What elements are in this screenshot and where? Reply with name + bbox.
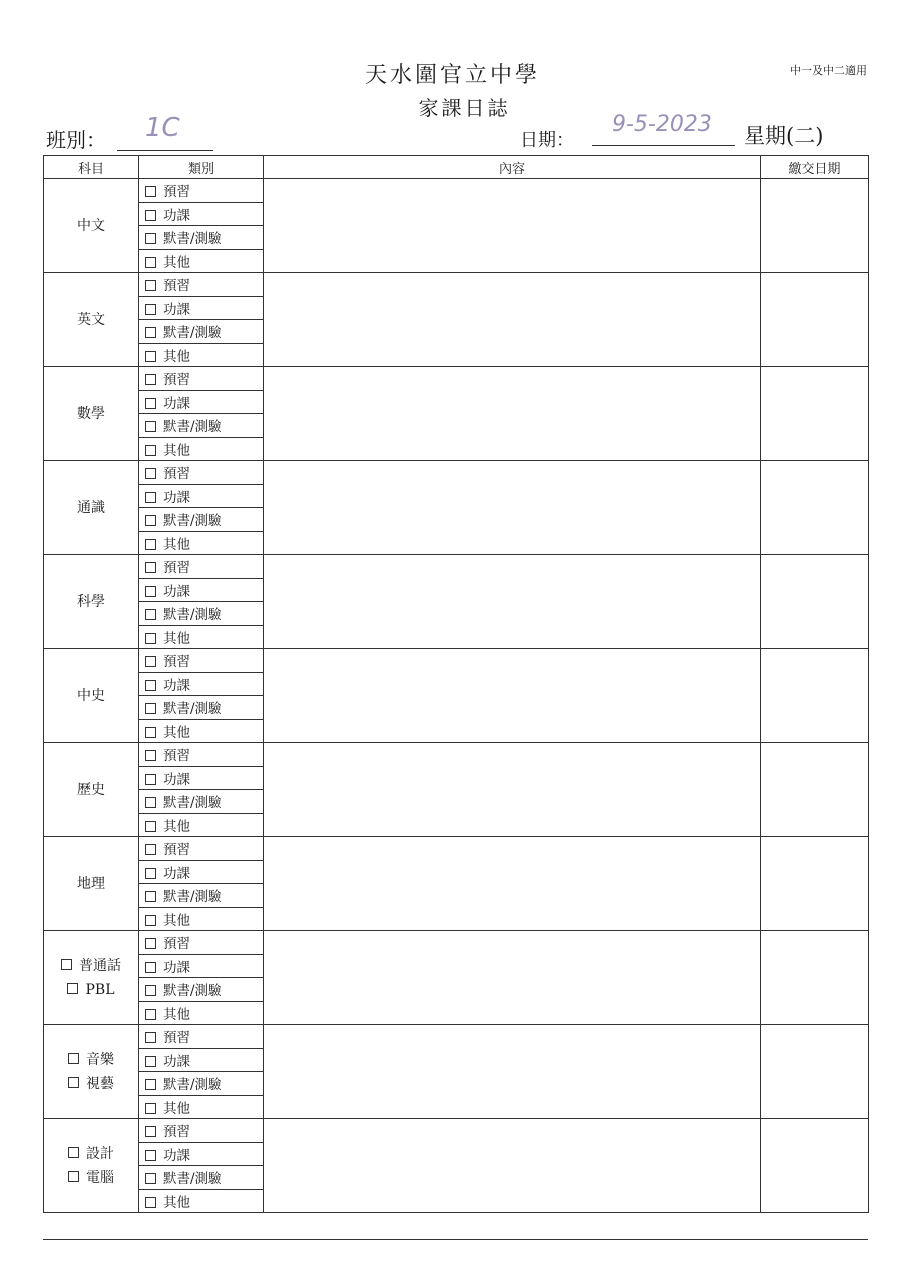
- content-cell[interactable]: [264, 555, 761, 649]
- category-label: 默書/測驗: [163, 889, 222, 906]
- category-label: 功課: [163, 583, 190, 600]
- category-label: 功課: [163, 207, 190, 224]
- subject-cell: [44, 179, 139, 273]
- subject-line: [44, 308, 138, 332]
- due-date-cell[interactable]: [761, 743, 869, 837]
- category-label: 預習: [163, 842, 190, 859]
- table-row: [44, 649, 869, 673]
- category-label: 功課: [163, 1147, 190, 1164]
- due-date-cell[interactable]: [761, 1119, 869, 1213]
- category-label: 預習: [163, 654, 190, 671]
- subject-line: [44, 954, 138, 978]
- checkbox-icon[interactable]: [145, 492, 156, 503]
- subject-label: 中文: [77, 217, 105, 234]
- checkbox-icon[interactable]: [145, 257, 156, 268]
- category-label: 默書/測驗: [163, 701, 222, 718]
- category-label: 默書/測驗: [163, 607, 222, 624]
- checkbox-icon[interactable]: [145, 1056, 156, 1067]
- table-row: [44, 1119, 869, 1143]
- checkbox-icon[interactable]: [145, 1079, 156, 1090]
- due-date-cell[interactable]: [761, 555, 869, 649]
- checkbox-icon[interactable]: [145, 868, 156, 879]
- homework-table: [43, 155, 869, 1213]
- subject-cell[interactable]: [44, 931, 139, 1025]
- subject-label: 普通話: [79, 957, 121, 974]
- category-label: 默書/測驗: [163, 231, 222, 248]
- content-cell[interactable]: [264, 273, 761, 367]
- category-label: 其他: [163, 1100, 190, 1117]
- category-label: 預習: [163, 1124, 190, 1141]
- category-cell[interactable]: [139, 508, 264, 532]
- checkbox-icon[interactable]: [145, 304, 156, 315]
- table-row: [44, 179, 869, 203]
- checkbox-icon[interactable]: [145, 1173, 156, 1184]
- subject-line: [44, 778, 138, 802]
- checkbox-icon[interactable]: [145, 680, 156, 691]
- checkbox-icon[interactable]: [145, 210, 156, 221]
- category-cell[interactable]: [139, 719, 264, 743]
- checkbox-icon[interactable]: [145, 1150, 156, 1161]
- subject-label: 通識: [77, 499, 105, 516]
- checkbox-icon[interactable]: [68, 1053, 79, 1064]
- category-cell[interactable]: [139, 954, 264, 978]
- subject-cell: [44, 837, 139, 931]
- subject-line: [44, 590, 138, 614]
- due-date-cell[interactable]: [761, 649, 869, 743]
- category-label: 其他: [163, 254, 190, 271]
- table-row: [44, 273, 869, 297]
- checkbox-icon[interactable]: [145, 609, 156, 620]
- category-label: 預習: [163, 184, 190, 201]
- school-name: 天水圍官立中學: [364, 63, 540, 88]
- category-label: 其他: [163, 818, 190, 835]
- column-header-content: 內容: [264, 156, 761, 179]
- category-cell[interactable]: [139, 884, 264, 908]
- category-cell[interactable]: [139, 649, 264, 673]
- category-cell[interactable]: [139, 978, 264, 1002]
- category-label: 預習: [163, 466, 190, 483]
- category-label: 功課: [163, 395, 190, 412]
- category-cell[interactable]: [139, 1166, 264, 1190]
- due-date-cell[interactable]: [761, 179, 869, 273]
- class-underline: [117, 150, 213, 151]
- category-label: 其他: [163, 1006, 190, 1023]
- content-cell[interactable]: [264, 179, 761, 273]
- category-label: 預習: [163, 748, 190, 765]
- table-body: [44, 179, 869, 1213]
- category-label: 其他: [163, 912, 190, 929]
- checkbox-icon[interactable]: [145, 938, 156, 949]
- date-label: 日期：: [520, 130, 574, 151]
- checkbox-icon[interactable]: [145, 351, 156, 362]
- table-row: [44, 367, 869, 391]
- checkbox-icon[interactable]: [145, 515, 156, 526]
- checkbox-icon[interactable]: [145, 562, 156, 573]
- category-cell[interactable]: [139, 696, 264, 720]
- checkbox-icon[interactable]: [145, 398, 156, 409]
- checkbox-icon[interactable]: [145, 774, 156, 785]
- subject-line: [44, 402, 138, 426]
- category-label: 默書/測驗: [163, 419, 222, 436]
- category-cell[interactable]: [139, 790, 264, 814]
- subject-cell[interactable]: [44, 1119, 139, 1213]
- subject-line: [44, 1142, 138, 1166]
- checkbox-icon[interactable]: [145, 962, 156, 973]
- table-row: [44, 461, 869, 485]
- checkbox-icon[interactable]: [145, 656, 156, 667]
- subject-label: 視藝: [86, 1075, 114, 1092]
- category-cell[interactable]: [139, 743, 264, 767]
- category-label: 功課: [163, 771, 190, 788]
- checkbox-icon[interactable]: [145, 421, 156, 432]
- checkbox-icon[interactable]: [61, 959, 72, 970]
- category-cell[interactable]: [139, 931, 264, 955]
- subject-label: 數學: [77, 405, 105, 422]
- category-cell[interactable]: [139, 555, 264, 579]
- category-label: 其他: [163, 724, 190, 741]
- table-row: [44, 743, 869, 767]
- category-cell[interactable]: [139, 860, 264, 884]
- subject-line: [44, 214, 138, 238]
- subject-label: 音樂: [86, 1051, 114, 1068]
- subject-line: [44, 684, 138, 708]
- category-cell[interactable]: [139, 273, 264, 297]
- subject-line: [44, 978, 138, 1002]
- checkbox-icon[interactable]: [145, 586, 156, 597]
- date-value[interactable]: 9-5-2023: [612, 112, 712, 137]
- category-label: 功課: [163, 489, 190, 506]
- checkbox-icon[interactable]: [145, 797, 156, 808]
- checkbox-icon[interactable]: [145, 633, 156, 644]
- category-cell[interactable]: [139, 1048, 264, 1072]
- checkbox-icon[interactable]: [145, 821, 156, 832]
- category-cell[interactable]: [139, 296, 264, 320]
- category-cell[interactable]: [139, 1119, 264, 1143]
- category-cell[interactable]: [139, 813, 264, 837]
- category-cell[interactable]: [139, 1025, 264, 1049]
- column-header-due-date: 繳交日期: [761, 156, 869, 179]
- checkbox-icon[interactable]: [145, 1103, 156, 1114]
- due-date-cell[interactable]: [761, 367, 869, 461]
- category-label: 功課: [163, 865, 190, 882]
- checkbox-icon[interactable]: [145, 280, 156, 291]
- category-label: 功課: [163, 677, 190, 694]
- category-label: 預習: [163, 560, 190, 577]
- category-label: 默書/測驗: [163, 1171, 222, 1188]
- bottom-rule: [43, 1239, 868, 1240]
- category-cell[interactable]: [139, 226, 264, 250]
- category-label: 預習: [163, 278, 190, 295]
- due-date-cell[interactable]: [761, 273, 869, 367]
- checkbox-icon[interactable]: [145, 374, 156, 385]
- content-cell[interactable]: [264, 931, 761, 1025]
- checkbox-icon[interactable]: [145, 891, 156, 902]
- category-cell[interactable]: [139, 484, 264, 508]
- category-label: 默書/測驗: [163, 983, 222, 1000]
- class-value[interactable]: 1C: [145, 113, 180, 143]
- category-cell[interactable]: [139, 343, 264, 367]
- category-cell[interactable]: [139, 602, 264, 626]
- subject-label: 中史: [77, 687, 105, 704]
- category-cell[interactable]: [139, 414, 264, 438]
- category-label: 默書/測驗: [163, 513, 222, 530]
- subject-line: [44, 1166, 138, 1190]
- category-cell[interactable]: [139, 625, 264, 649]
- category-label: 默書/測驗: [163, 795, 222, 812]
- subject-cell: [44, 461, 139, 555]
- category-label: 默書/測驗: [163, 325, 222, 342]
- content-cell[interactable]: [264, 1025, 761, 1119]
- content-cell[interactable]: [264, 367, 761, 461]
- checkbox-icon[interactable]: [145, 1032, 156, 1043]
- category-label: 功課: [163, 959, 190, 976]
- table-row: [44, 837, 869, 861]
- checkbox-icon[interactable]: [145, 1197, 156, 1208]
- category-label: 預習: [163, 1030, 190, 1047]
- subject-cell: [44, 273, 139, 367]
- checkbox-icon[interactable]: [145, 750, 156, 761]
- content-cell[interactable]: [264, 649, 761, 743]
- subject-label: PBL: [85, 981, 115, 998]
- category-cell[interactable]: [139, 367, 264, 391]
- checkbox-icon[interactable]: [68, 1171, 79, 1182]
- checkbox-icon[interactable]: [145, 445, 156, 456]
- table-header-row: [44, 156, 869, 179]
- subject-cell: [44, 367, 139, 461]
- table-row: [44, 931, 869, 955]
- category-cell[interactable]: [139, 837, 264, 861]
- checkbox-icon[interactable]: [145, 844, 156, 855]
- subject-label: 電腦: [86, 1169, 114, 1186]
- category-cell[interactable]: [139, 1095, 264, 1119]
- category-label: 功課: [163, 301, 190, 318]
- checkbox-icon[interactable]: [145, 1126, 156, 1137]
- checkbox-icon[interactable]: [145, 985, 156, 996]
- category-label: 功課: [163, 1053, 190, 1070]
- content-cell[interactable]: [264, 743, 761, 837]
- subject-line: [44, 1048, 138, 1072]
- category-cell[interactable]: [139, 461, 264, 485]
- checkbox-icon[interactable]: [145, 915, 156, 926]
- category-cell[interactable]: [139, 672, 264, 696]
- table-row: [44, 555, 869, 579]
- content-cell[interactable]: [264, 837, 761, 931]
- category-cell[interactable]: [139, 179, 264, 203]
- category-cell[interactable]: [139, 390, 264, 414]
- checkbox-icon[interactable]: [67, 983, 78, 994]
- category-cell[interactable]: [139, 1001, 264, 1025]
- category-cell[interactable]: [139, 531, 264, 555]
- checkbox-icon[interactable]: [145, 233, 156, 244]
- form-title: 家課日誌: [418, 96, 511, 120]
- column-header-subject: 科目: [44, 156, 139, 179]
- due-date-cell[interactable]: [761, 931, 869, 1025]
- category-label: 預習: [163, 936, 190, 953]
- checkbox-icon[interactable]: [145, 703, 156, 714]
- checkbox-icon[interactable]: [145, 186, 156, 197]
- category-cell[interactable]: [139, 249, 264, 273]
- subject-label: 英文: [77, 311, 105, 328]
- subject-cell: [44, 649, 139, 743]
- category-label: 其他: [163, 1194, 190, 1211]
- category-label: 其他: [163, 536, 190, 553]
- class-label: 班別：: [46, 128, 106, 152]
- subject-cell: [44, 555, 139, 649]
- table-row: [44, 1025, 869, 1049]
- checkbox-icon[interactable]: [145, 327, 156, 338]
- category-cell[interactable]: [139, 1142, 264, 1166]
- category-cell[interactable]: [139, 907, 264, 931]
- checkbox-icon[interactable]: [145, 1009, 156, 1020]
- subject-line: [44, 1072, 138, 1096]
- category-label: 其他: [163, 442, 190, 459]
- content-cell[interactable]: [264, 1119, 761, 1213]
- subject-label: 地理: [77, 875, 105, 892]
- due-date-cell[interactable]: [761, 837, 869, 931]
- category-label: 其他: [163, 348, 190, 365]
- subject-cell[interactable]: [44, 1025, 139, 1119]
- category-cell[interactable]: [139, 1072, 264, 1096]
- category-label: 默書/測驗: [163, 1077, 222, 1094]
- category-cell[interactable]: [139, 578, 264, 602]
- subject-label: 歷史: [77, 781, 105, 798]
- category-cell[interactable]: [139, 437, 264, 461]
- category-cell[interactable]: [139, 202, 264, 226]
- subject-line: [44, 872, 138, 896]
- content-cell[interactable]: [264, 461, 761, 555]
- checkbox-icon[interactable]: [145, 468, 156, 479]
- checkbox-icon[interactable]: [145, 727, 156, 738]
- category-cell[interactable]: [139, 320, 264, 344]
- subject-cell: [44, 743, 139, 837]
- checkbox-icon[interactable]: [145, 539, 156, 550]
- subject-label: 設計: [86, 1145, 114, 1162]
- category-label: 預習: [163, 372, 190, 389]
- checkbox-icon[interactable]: [68, 1077, 79, 1088]
- category-cell[interactable]: [139, 1189, 264, 1213]
- column-header-category: 類別: [139, 156, 264, 179]
- date-underline: [592, 145, 735, 146]
- subject-label: 科學: [77, 593, 105, 610]
- due-date-cell[interactable]: [761, 1025, 869, 1119]
- subject-line: [44, 496, 138, 520]
- category-label: 其他: [163, 630, 190, 647]
- weekday-label: 星期(二): [744, 124, 824, 148]
- due-date-cell[interactable]: [761, 461, 869, 555]
- applicable-note: 中一及中二適用: [790, 64, 867, 77]
- checkbox-icon[interactable]: [68, 1147, 79, 1158]
- category-cell[interactable]: [139, 766, 264, 790]
